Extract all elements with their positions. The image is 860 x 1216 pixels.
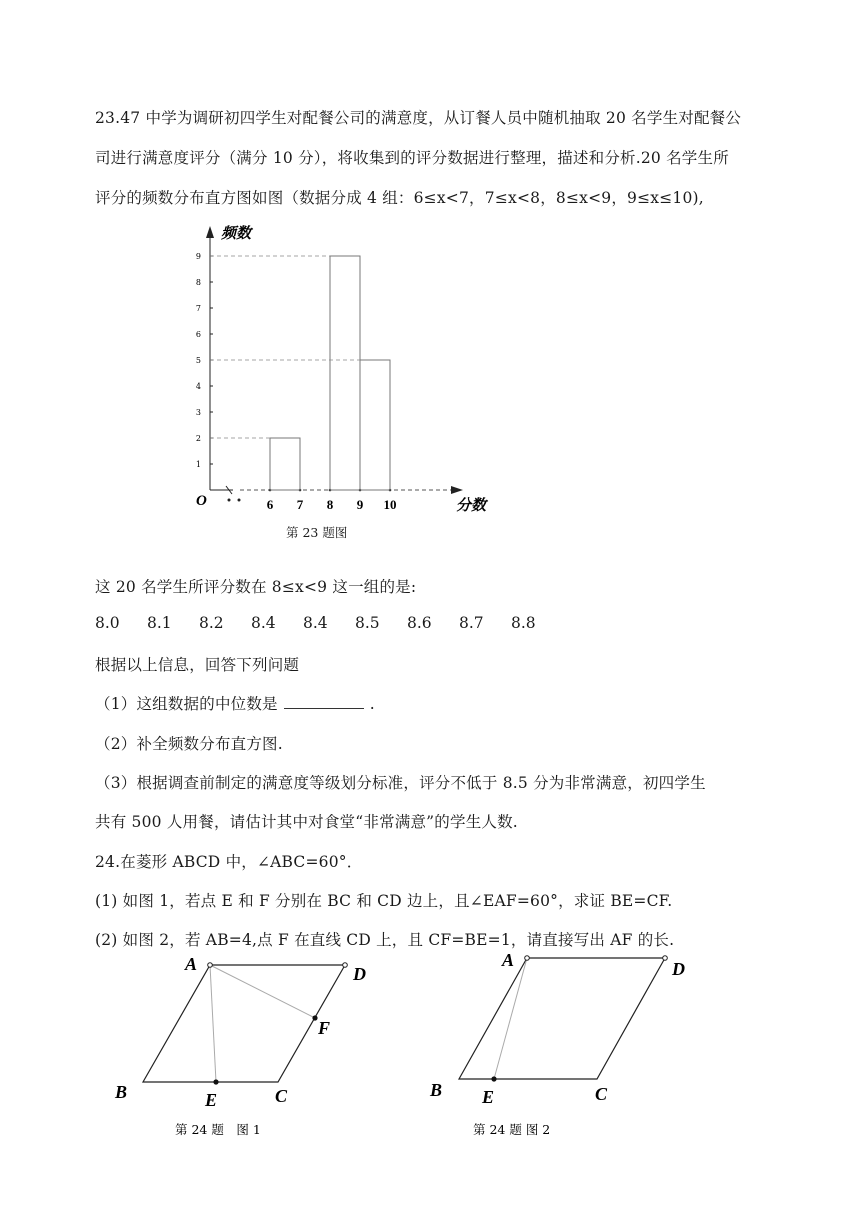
y-tick-label: 5 <box>195 356 201 365</box>
label-c: C <box>275 1086 288 1106</box>
score-value: 8.2 <box>199 614 224 632</box>
y-tick-label: 9 <box>195 252 201 261</box>
q23-part-3-line-2: 共有 500 人用餐，请估计其中对食堂“非常满意”的学生人数. <box>95 813 518 831</box>
y-tick-label: 8 <box>195 278 201 287</box>
score-value: 8.5 <box>355 614 380 632</box>
y-tick-label: 1 <box>195 460 201 469</box>
label-a: A <box>502 950 515 970</box>
q23-part-1-end: . <box>369 695 375 713</box>
label-f: F <box>318 1018 331 1038</box>
label-e: E <box>205 1090 218 1110</box>
label-e: E <box>482 1087 495 1107</box>
y-axis-title: 频数 <box>221 226 252 242</box>
score-value: 8.4 <box>303 614 328 632</box>
label-a: A <box>185 954 198 974</box>
q24-line-1: 24.在菱形 ABCD 中，∠ABC=60°． <box>95 853 363 871</box>
q24-part-2: (2) 如图 2，若 AB=4,点 F 在直线 CD 上，且 CF=BE=1，请直接写出 AF 的长. <box>95 931 675 949</box>
x-tick-label: 8 <box>326 497 334 512</box>
q23-intro: 这 20 名学生所评分数在 8≤x<9 这一组的是: <box>95 578 417 596</box>
label-c: C <box>595 1084 608 1104</box>
q23-prompt: 根据以上信息，回答下列问题 <box>95 656 300 674</box>
fig1-caption: 第 24 题 图 1 <box>175 1122 261 1137</box>
x-tick-label: 7 <box>296 497 304 512</box>
q23-figure-caption: 第 23 题图 <box>286 525 348 540</box>
point-d <box>663 956 668 961</box>
fig2-caption: 第 24 题 图 2 <box>473 1122 551 1137</box>
point-a <box>525 956 530 961</box>
score-value: 8.6 <box>407 614 432 632</box>
label-d: D <box>672 959 685 979</box>
y-tick-label: 3 <box>195 408 201 417</box>
q23-part-1-text: （1）这组数据的中位数是 <box>95 695 278 713</box>
x-axis-title: 分数 <box>456 498 487 514</box>
y-tick-label: 7 <box>195 304 201 313</box>
x-tick-label: 6 <box>266 497 274 512</box>
score-value: 8.0 <box>95 614 120 632</box>
point-e <box>491 1076 496 1081</box>
score-value: 8.1 <box>147 614 172 632</box>
q23-line-1: 23.47 中学为调研初四学生对配餐公司的满意度，从订餐人员中随机抽取 20 名学生对配餐公 <box>95 109 742 127</box>
q23-line-3: 评分的频数分布直方图如图（数据分成 4 组：6≤x<7，7≤x<8，8≤x<9，9≤x≤10), <box>95 189 704 207</box>
q23-part-2: （2）补全频数分布直方图. <box>95 735 283 753</box>
q23-part-3-line-1: （3）根据调查前制定的满意度等级划分标准，评分不低于 8.5 分为非常满意，初四学生 <box>95 774 706 792</box>
score-value: 8.4 <box>251 614 276 632</box>
x-tick-label: 10 <box>383 497 397 512</box>
q24-part-1: (1) 如图 1，若点 E 和 F 分别在 BC 和 CD 边上，且∠EAF=60°，求证 BE=CF. <box>95 892 673 910</box>
q23-line-2: 司进行满意度评分（满分 10 分），将收集到的评分数据进行整理，描述和分析.20 名学生所 <box>95 149 729 167</box>
label-b: B <box>115 1082 128 1102</box>
label-b: B <box>430 1080 443 1100</box>
score-value: 8.8 <box>511 614 536 632</box>
y-tick-label: 4 <box>195 382 201 391</box>
x-tick-label: 9 <box>356 497 364 512</box>
y-tick-label: 6 <box>195 330 201 339</box>
origin-label: O <box>196 493 207 509</box>
segment-ae <box>494 958 527 1079</box>
rhombus-abcd <box>459 958 665 1079</box>
score-value: 8.7 <box>459 614 484 632</box>
y-tick-label: 2 <box>195 434 201 443</box>
label-d: D <box>353 964 366 984</box>
